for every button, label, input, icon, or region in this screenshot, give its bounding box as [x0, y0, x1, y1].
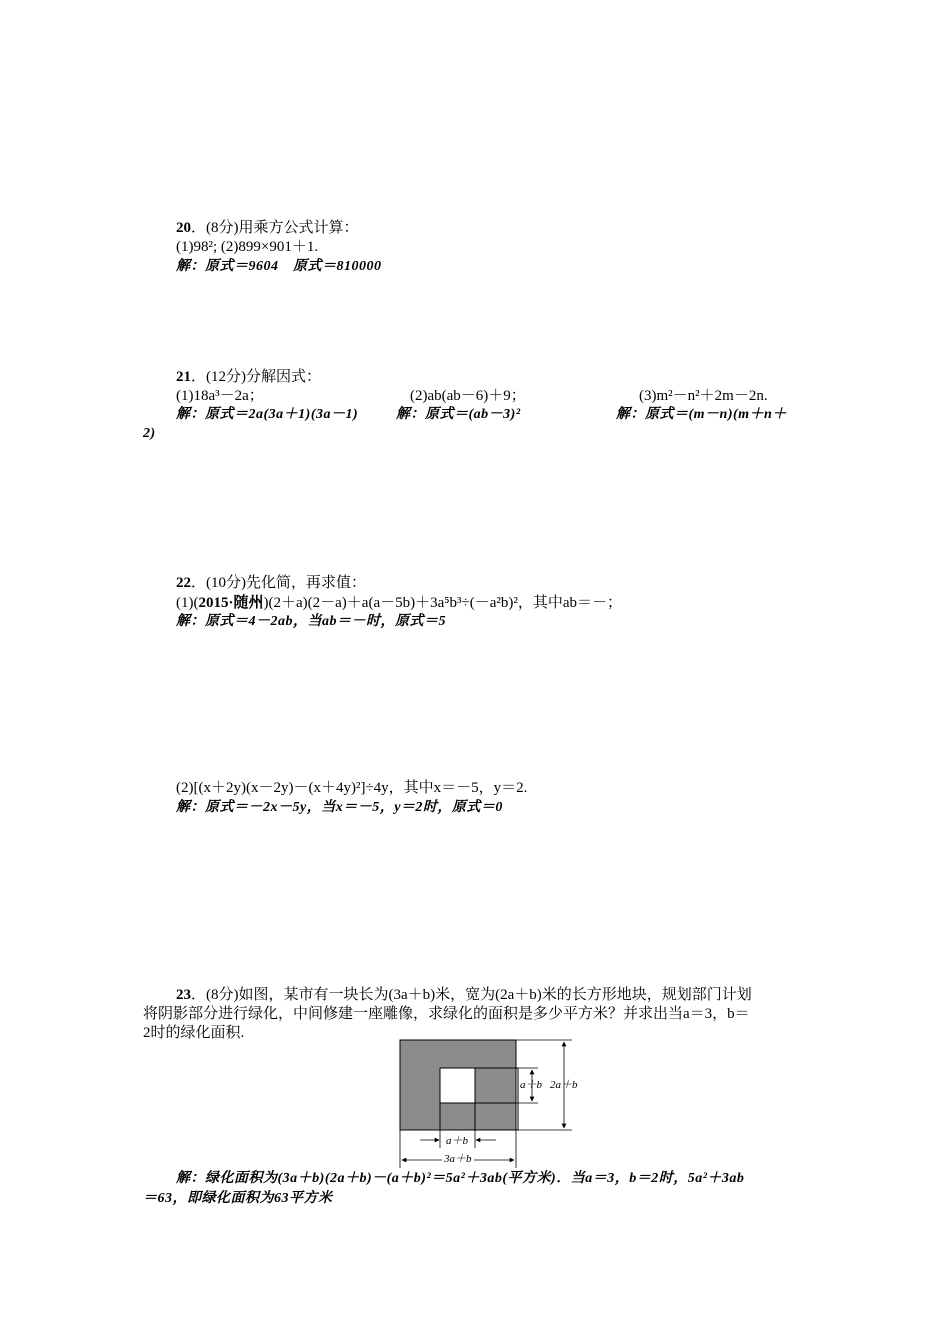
q21-answer-3a: 解：原式＝(m－n)(m＋n＋	[616, 407, 787, 422]
q21-answer-3b: 2)	[143, 426, 156, 441]
q22-prompt: ．(10分)先化简，再求值：	[191, 575, 366, 591]
q21-answer-1: 解：原式＝2a(3a＋1)(3a－1)	[176, 407, 359, 422]
q23-answer-1: 解：绿化面积为(3a＋b)(2a＋b)－(a＋b)²＝5a²＋3ab(平方米)．当a＝3，b＝2时，5a²＋3ab	[176, 1171, 745, 1186]
q20-items: (1)98²; (2)899×901＋1.	[176, 239, 319, 255]
q21-item-2: (2)ab(ab－6)＋9；	[410, 388, 526, 404]
q22-item-1-pre: (1)(	[176, 595, 199, 611]
q22-item-1-expression: )(2＋a)(2－a)＋a(a－5b)＋3a⁵b³÷(－a²b)²，其中ab＝－；	[263, 595, 623, 611]
label-outer-width: 3a＋b	[444, 1153, 472, 1165]
q20-answer: 解：原式＝9604 原式＝810000	[176, 259, 382, 274]
q22-number: 22	[176, 575, 191, 591]
q23-answer-2: ＝63，即绿化面积为63平方米	[143, 1191, 333, 1206]
q22-title	[176, 574, 366, 592]
q21-item-3: (3)m²－n²＋2m－2n.	[639, 388, 768, 404]
label-outer-height: 2a＋b	[550, 1079, 578, 1091]
q21-title	[176, 368, 321, 386]
q21-prompt: ．(12分)分解因式：	[191, 369, 321, 385]
q20-title	[176, 219, 359, 237]
q22-answer-2: 解：原式＝－2x－5y，当x＝－5，y＝2时，原式＝0	[176, 800, 503, 815]
q22-item-1-source: 2015·随州	[198, 595, 264, 611]
q21-number: 21	[176, 369, 191, 385]
q22-item-2: (2)[(x＋2y)(x－2y)－(x＋4y)²]÷4y，其中x＝－5，y＝2.	[176, 780, 528, 796]
q23-number: 23	[176, 987, 191, 1003]
q21-answer-2: 解：原式＝(ab－3)²	[396, 407, 521, 422]
q20-prompt: ．(8分)用乘方公式计算：	[191, 220, 359, 236]
q23-line-3: 2时的绿化面积.	[143, 1025, 245, 1041]
q22-item-1	[176, 594, 622, 612]
statue-area	[440, 1068, 475, 1103]
label-inner-width: a＋b	[446, 1135, 468, 1147]
q23-line-2: 将阴影部分进行绿化，中间修建一座雕像，求绿化的面积是多少平方米？并求出当a＝3，b＝	[143, 1006, 750, 1022]
q20-number: 20	[176, 220, 191, 236]
q23-line-1-text: ．(8分)如图，某市有一块长为(3a＋b)米，宽为(2a＋b)米的长方形地块，规划部门计划	[191, 987, 752, 1003]
q22-answer-1: 解：原式＝4－2ab，当ab＝－时，原式＝5	[176, 614, 446, 629]
q23-figure	[396, 1036, 596, 1172]
q21-item-1: (1)18a³－2a；	[176, 388, 264, 404]
label-inner-height: a＋b	[520, 1079, 542, 1091]
q23-line-1	[176, 986, 752, 1004]
